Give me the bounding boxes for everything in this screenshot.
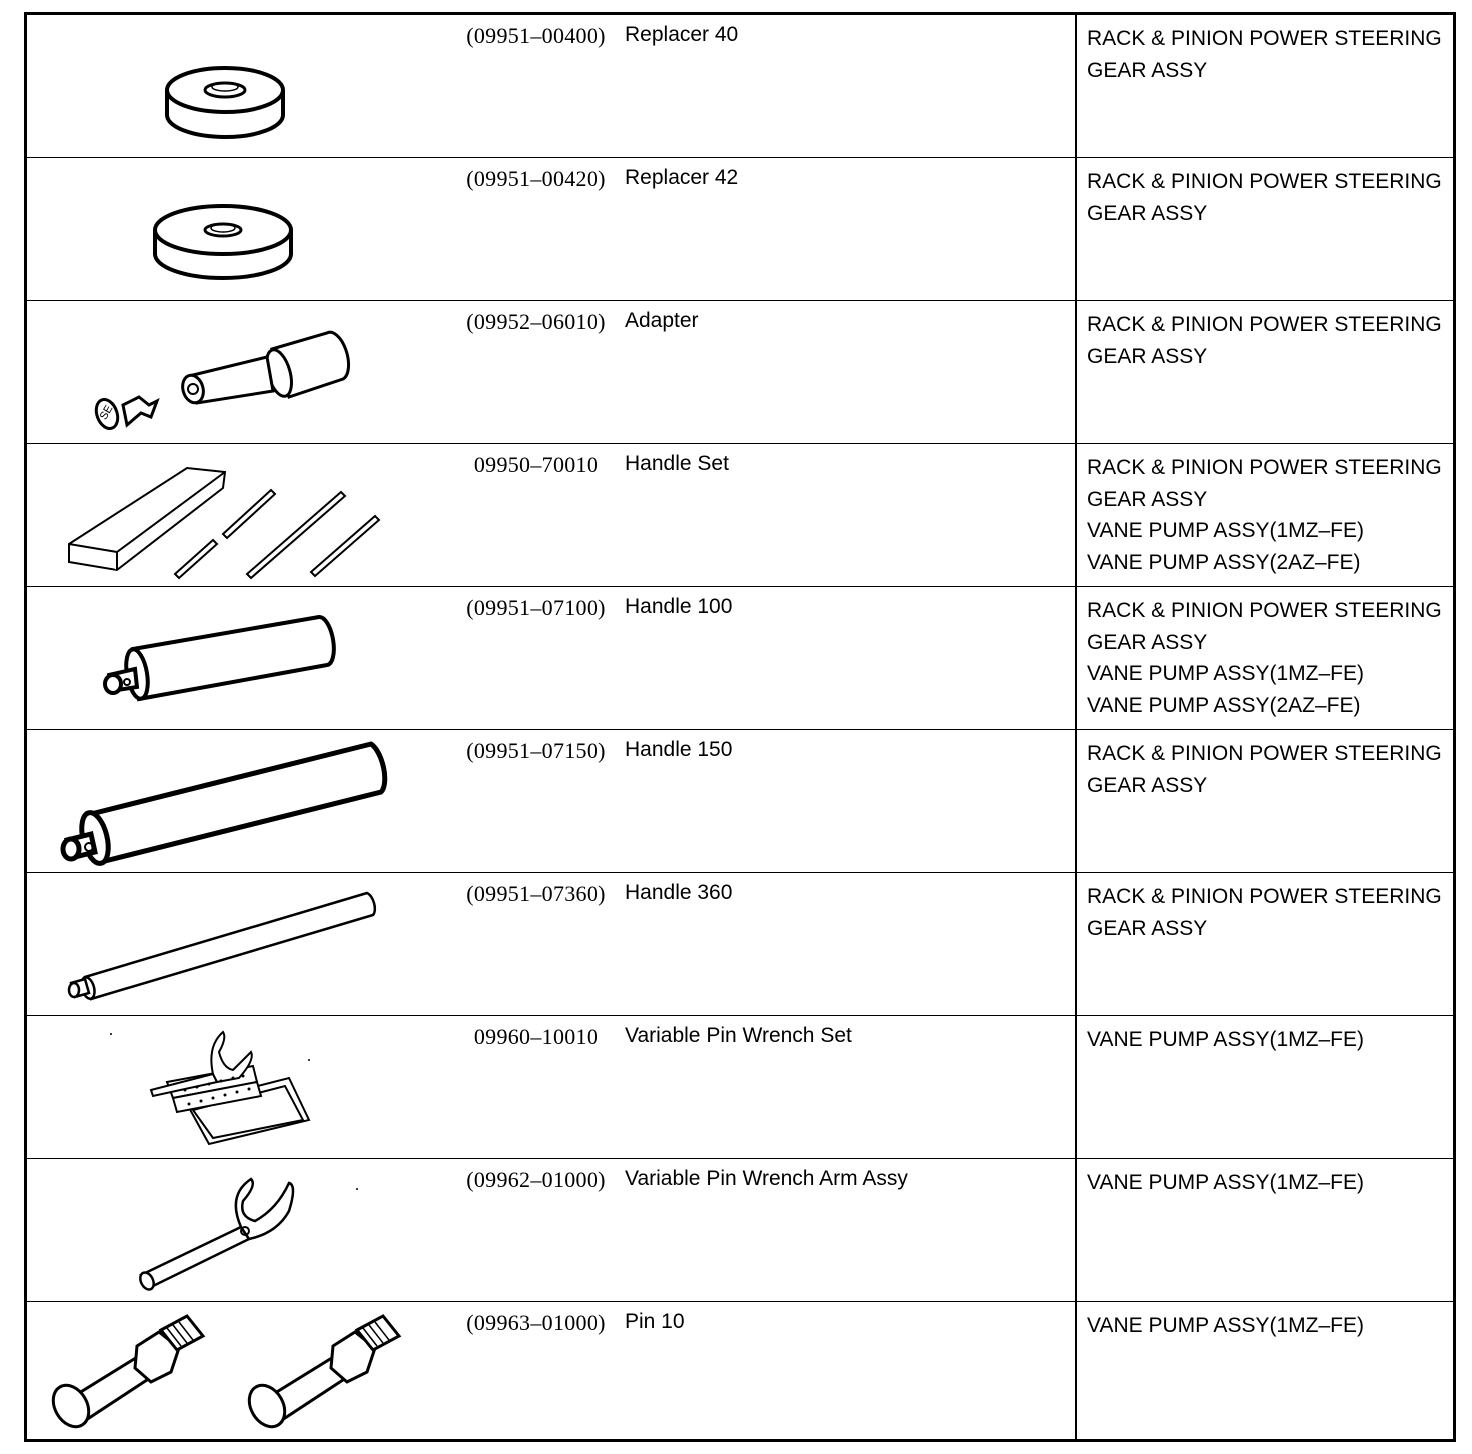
part-number: (09962–01000) — [466, 1167, 606, 1192]
pin-wrench-arm-icon — [27, 1159, 427, 1301]
application-line: GEAR ASSY — [1087, 201, 1208, 225]
column-divider — [1075, 1016, 1077, 1158]
application-line: VANE PUMP ASSY(1MZ–FE) — [1087, 1028, 1364, 1051]
table-row — [27, 1016, 1453, 1159]
applications — [1087, 738, 1442, 801]
part-number: (09951–07360) — [466, 881, 606, 906]
applications — [1087, 1167, 1364, 1199]
application-line: VANE PUMP ASSY(1MZ–FE) — [1087, 1314, 1364, 1337]
table-row — [27, 15, 1453, 158]
column-divider — [1075, 301, 1077, 443]
application-line: RACK & PINION POWER STEERING — [1087, 27, 1442, 50]
application-line: GEAR ASSY — [1087, 344, 1208, 368]
long-handle-icon — [27, 873, 427, 1015]
applications — [1087, 881, 1442, 944]
column-divider — [1075, 730, 1077, 872]
applications — [1087, 1024, 1364, 1056]
application-line: GEAR ASSY — [1087, 487, 1208, 511]
part-name: Variable Pin Wrench Set — [625, 1024, 852, 1047]
table-row — [27, 730, 1453, 873]
column-divider — [1075, 1302, 1077, 1441]
application-line: RACK & PINION POWER STEERING — [1087, 885, 1442, 908]
table-row — [27, 587, 1453, 730]
part-name: Handle Set — [625, 452, 729, 475]
svg-text:SE: SE — [97, 403, 116, 422]
part-number: (09951–07150) — [466, 738, 606, 763]
application-line: RACK & PINION POWER STEERING — [1087, 742, 1442, 765]
table-row — [27, 301, 1453, 444]
column-divider — [1075, 444, 1077, 586]
part-number: (09963–01000) — [466, 1310, 606, 1335]
part-number: (09951–07100) — [466, 595, 606, 620]
application-line: VANE PUMP ASSY(2AZ–FE) — [1087, 550, 1361, 574]
replacer-disc-icon — [27, 15, 427, 157]
applications — [1087, 452, 1442, 578]
application-line: VANE PUMP ASSY(1MZ–FE) — [1087, 519, 1364, 542]
table-row — [27, 873, 1453, 1016]
application-line: GEAR ASSY — [1087, 916, 1208, 940]
part-name: Variable Pin Wrench Arm Assy — [625, 1167, 908, 1190]
part-number: 09960–10010 — [473, 1024, 599, 1049]
application-line: RACK & PINION POWER STEERING — [1087, 456, 1442, 479]
application-line: VANE PUMP ASSY(1MZ–FE) — [1087, 1171, 1364, 1194]
part-number: 09950–70010 — [473, 452, 599, 477]
column-divider — [1075, 1159, 1077, 1301]
application-line: VANE PUMP ASSY(1MZ–FE) — [1087, 662, 1364, 685]
part-name: Pin 10 — [625, 1310, 685, 1333]
applications — [1087, 595, 1442, 721]
application-line: RACK & PINION POWER STEERING — [1087, 599, 1442, 622]
part-number: (09951–00420) — [466, 166, 606, 191]
table-row — [27, 1159, 1453, 1302]
handle-icon — [27, 587, 427, 729]
applications — [1087, 166, 1442, 229]
handle-set-icon — [27, 444, 427, 586]
part-name: Handle 100 — [625, 595, 733, 618]
part-number: (09951–00400) — [466, 23, 606, 48]
table-row — [27, 158, 1453, 301]
pin-icon — [27, 1302, 427, 1444]
application-line: RACK & PINION POWER STEERING — [1087, 170, 1442, 193]
column-divider — [1075, 15, 1077, 157]
replacer-disc-icon — [27, 158, 427, 300]
sst-table — [24, 12, 1456, 1442]
application-line: GEAR ASSY — [1087, 58, 1208, 82]
table-row — [27, 444, 1453, 587]
adapter-icon — [27, 301, 427, 443]
column-divider — [1075, 158, 1077, 300]
application-line: GEAR ASSY — [1087, 630, 1208, 654]
column-divider — [1075, 873, 1077, 1015]
part-name: Adapter — [625, 309, 699, 332]
pin-wrench-set-icon — [27, 1016, 427, 1158]
application-line: GEAR ASSY — [1087, 773, 1208, 797]
part-name: Replacer 42 — [625, 166, 739, 189]
part-name: Handle 360 — [625, 881, 733, 904]
part-name: Replacer 40 — [625, 23, 739, 46]
applications — [1087, 309, 1442, 372]
application-line: RACK & PINION POWER STEERING — [1087, 313, 1442, 336]
table-row — [27, 1302, 1453, 1441]
column-divider — [1075, 587, 1077, 729]
applications — [1087, 23, 1442, 86]
part-number: (09952–06010) — [466, 309, 606, 334]
application-line: VANE PUMP ASSY(2AZ–FE) — [1087, 693, 1361, 717]
applications — [1087, 1310, 1364, 1342]
part-name: Handle 150 — [625, 738, 733, 761]
handle-icon — [27, 730, 427, 872]
